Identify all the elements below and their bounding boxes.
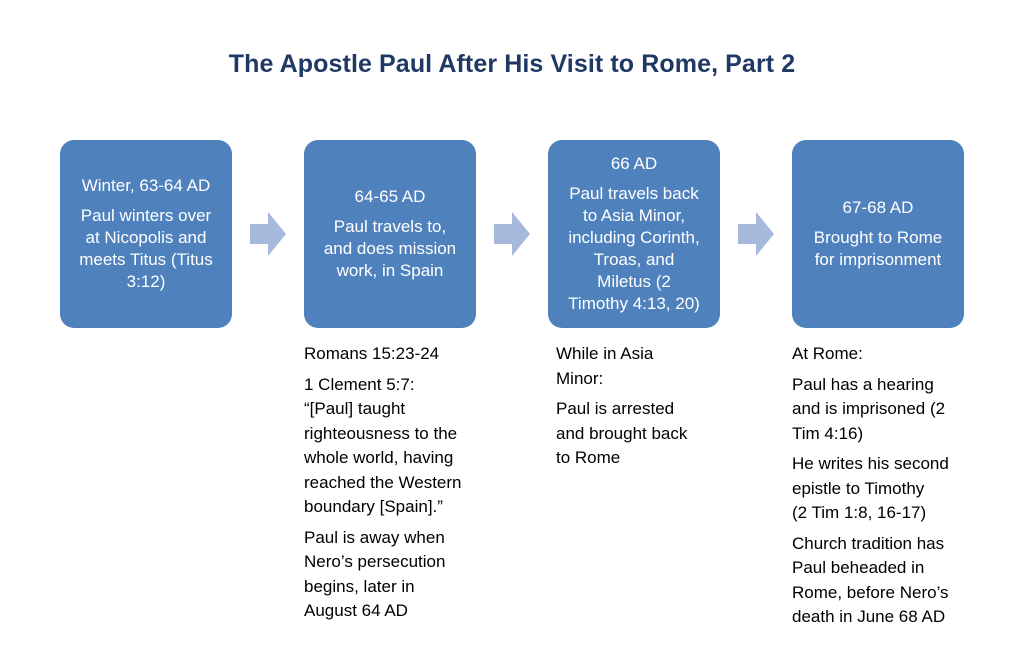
note-text: Paul has a hearing and is imprisoned (2 Tim 4:16) xyxy=(792,374,946,443)
step-description: Paul travels back to Asia Minor, including Corinth, Troas, and Miletus (2 Timothy 4:13, 20) xyxy=(568,184,700,313)
note-text: Paul is arrested and brought back to Rome xyxy=(556,399,688,467)
note-text: He writes his second epistle to Timothy (2 Tim 1:8, 16-17) xyxy=(792,454,949,522)
step-description: Paul travels to, and does mission work, in Spain xyxy=(323,217,457,280)
note-text: While in Asia Minor: xyxy=(556,344,654,388)
step-year: Winter, 63-64 AD xyxy=(81,176,211,195)
arrow-right-icon xyxy=(250,212,286,256)
step-box-4 xyxy=(792,140,964,328)
note-text: 1 Clement 5:7: “[Paul] taught righteousness to the whole world, having reached the Western boundary [Spain].” xyxy=(304,374,462,516)
arrow-right-icon xyxy=(738,212,774,256)
step-description: Paul winters over at Nicopolis and meets Titus (Titus 3:12) xyxy=(79,206,213,291)
step-box-1 xyxy=(60,140,232,328)
arrow-right-icon xyxy=(494,212,530,256)
page-title: The Apostle Paul After His Visit to Rome, Part 2 xyxy=(228,50,796,78)
step-box-3 xyxy=(548,140,720,328)
step-year: 67-68 AD xyxy=(842,198,914,217)
note-text: At Rome: xyxy=(792,344,863,363)
note-text: Romans 15:23-24 xyxy=(304,344,440,363)
notes-step-2 xyxy=(304,342,486,630)
notes-step-3 xyxy=(556,342,738,477)
step-year: 64-65 AD xyxy=(354,187,426,206)
note-text: Church tradition has Paul beheaded in Rome, before Nero’s death in June 68 AD xyxy=(792,533,949,626)
step-box-2 xyxy=(304,140,476,328)
notes-step-4 xyxy=(792,342,974,636)
step-year: 66 AD xyxy=(610,154,658,173)
step-description: Brought to Rome for imprisonment xyxy=(813,228,943,269)
note-text: Paul is away when Nero’s persecution begins, later in August 64 AD xyxy=(304,527,446,620)
